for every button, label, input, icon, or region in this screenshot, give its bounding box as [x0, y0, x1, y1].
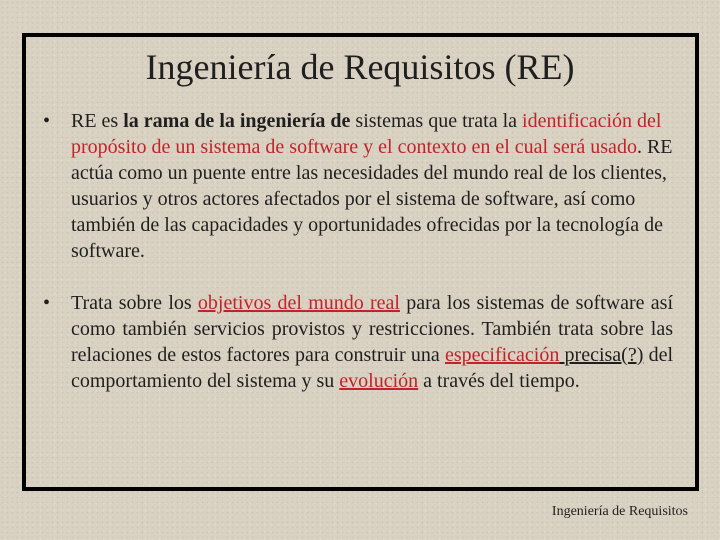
slide-title: Ingeniería de Requisitos (RE) [145, 47, 575, 87]
bullet1-red-phrase: identificación del propósito de un sistema de software y el contexto en el cual será usado [71, 110, 662, 158]
bullet1-text-3: . RE actúa como un puente entre las necesidades del mundo real de los clientes, usuarios y otros actores afectados por el sistema de software, así como también de las capacidades y oportunidades ofrecidas por la tecnología de software. [71, 136, 673, 262]
bullet1-text-2: sistemas que trata la [350, 110, 523, 132]
bullet-marker: • [43, 292, 51, 314]
bullet-item-definition [43, 108, 673, 264]
bullet2-underlined-precise: precisa(?) [564, 344, 644, 366]
slide-footer: Ingeniería de Requisitos [551, 504, 688, 519]
bullet2-red-specification: especificación [444, 344, 560, 366]
bullet-marker: • [43, 110, 51, 132]
bullet2-red-evolution: evolución [339, 370, 419, 392]
bullet1-bold-phrase: la rama de la ingeniería de [123, 110, 351, 132]
bullet1-text-1: RE es [71, 110, 124, 132]
bullet2-text-1: Trata sobre los [71, 292, 198, 314]
bullet2-text-3: del comportamiento del sistema y su [71, 344, 674, 392]
bullet-item-scope [43, 290, 673, 394]
bullet2-text-2: para los sistemas de software así como también servicios provistos y restricciones. También trata sobre las relaciones de estos factores para construir una [71, 292, 673, 366]
bullet-list [43, 108, 673, 394]
bullet2-red-objectives: objetivos del mundo real [197, 292, 400, 314]
bullet2-text-4: a través del tiempo. [418, 370, 580, 392]
